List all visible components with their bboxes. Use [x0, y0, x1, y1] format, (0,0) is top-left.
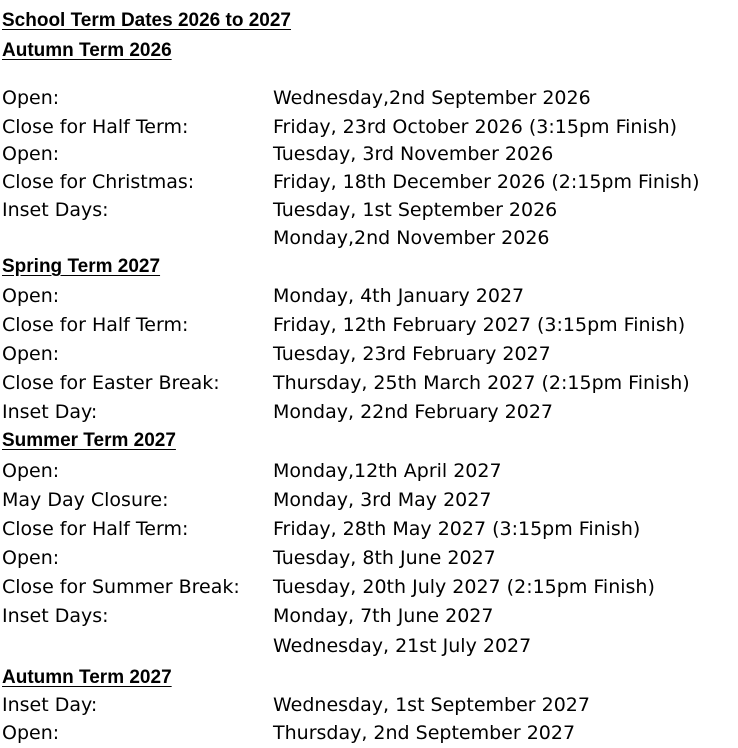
date-row [0, 486, 738, 515]
row-label: Open: [2, 285, 60, 307]
date-row [0, 602, 738, 631]
row-label: Open: [2, 722, 60, 744]
row-label: Open: [2, 343, 60, 365]
row-label: Close for Half Term: [2, 518, 189, 540]
date-row [0, 369, 738, 398]
date-row [0, 311, 738, 340]
date-row [0, 113, 738, 142]
section-heading-spring-2027: Spring Term 2027 [2, 256, 161, 277]
row-value: Wednesday, 21st July 2027 [273, 635, 532, 657]
row-label: Close for Summer Break: [2, 576, 240, 598]
row-value: Tuesday, 23rd February 2027 [273, 343, 551, 365]
row-label: Close for Half Term: [2, 116, 189, 138]
date-row [0, 398, 738, 427]
row-label: Close for Half Term: [2, 314, 189, 336]
row-label: Close for Easter Break: [2, 372, 220, 394]
row-value: Friday, 12th February 2027 (3:15pm Finish) [273, 314, 686, 336]
section-heading-autumn-2027: Autumn Term 2027 [2, 667, 172, 688]
row-value: Thursday, 2nd September 2027 [273, 722, 576, 744]
date-row [0, 515, 738, 544]
row-value: Monday,2nd November 2026 [273, 227, 550, 249]
row-value: Monday, 4th January 2027 [273, 285, 525, 307]
row-value: Friday, 18th December 2026 (2:15pm Finish) [273, 171, 700, 193]
section-heading-autumn-2026: Autumn Term 2026 [2, 40, 172, 61]
date-row [0, 691, 738, 720]
row-label: Inset Days: [2, 199, 109, 221]
row-value: Monday, 22nd February 2027 [273, 401, 553, 423]
row-value: Tuesday, 8th June 2027 [273, 547, 496, 569]
date-row [0, 340, 738, 369]
row-value: Tuesday, 3rd November 2026 [273, 143, 554, 165]
row-value: Wednesday, 1st September 2027 [273, 694, 590, 716]
date-row [0, 544, 738, 573]
row-value: Tuesday, 1st September 2026 [273, 199, 558, 221]
date-row [0, 632, 738, 661]
row-label: May Day Closure: [2, 489, 169, 511]
date-row [0, 282, 738, 311]
date-row [0, 84, 738, 113]
row-label: Open: [2, 87, 60, 109]
date-row [0, 168, 738, 197]
date-row [0, 573, 738, 602]
date-row [0, 457, 738, 486]
row-label: Inset Day: [2, 694, 98, 716]
row-value: Monday, 3rd May 2027 [273, 489, 492, 511]
date-row [0, 224, 738, 253]
row-label: Inset Days: [2, 605, 109, 627]
section-heading-summer-2027: Summer Term 2027 [2, 430, 176, 451]
row-value: Friday, 23rd October 2026 (3:15pm Finish) [273, 116, 678, 138]
row-value: Wednesday,2nd September 2026 [273, 87, 591, 109]
row-value: Monday,12th April 2027 [273, 460, 502, 482]
row-label: Open: [2, 547, 60, 569]
row-label: Close for Christmas: [2, 171, 195, 193]
row-label: Open: [2, 460, 60, 482]
row-value: Tuesday, 20th July 2027 (2:15pm Finish) [273, 576, 655, 598]
document-title: School Term Dates 2026 to 2027 [2, 10, 291, 31]
date-row [0, 719, 738, 748]
row-label: Open: [2, 143, 60, 165]
row-value: Friday, 28th May 2027 (3:15pm Finish) [273, 518, 641, 540]
row-value: Thursday, 25th March 2027 (2:15pm Finish) [273, 372, 690, 394]
date-row [0, 140, 738, 169]
date-row [0, 196, 738, 225]
row-label: Inset Day: [2, 401, 98, 423]
row-value: Monday, 7th June 2027 [273, 605, 494, 627]
